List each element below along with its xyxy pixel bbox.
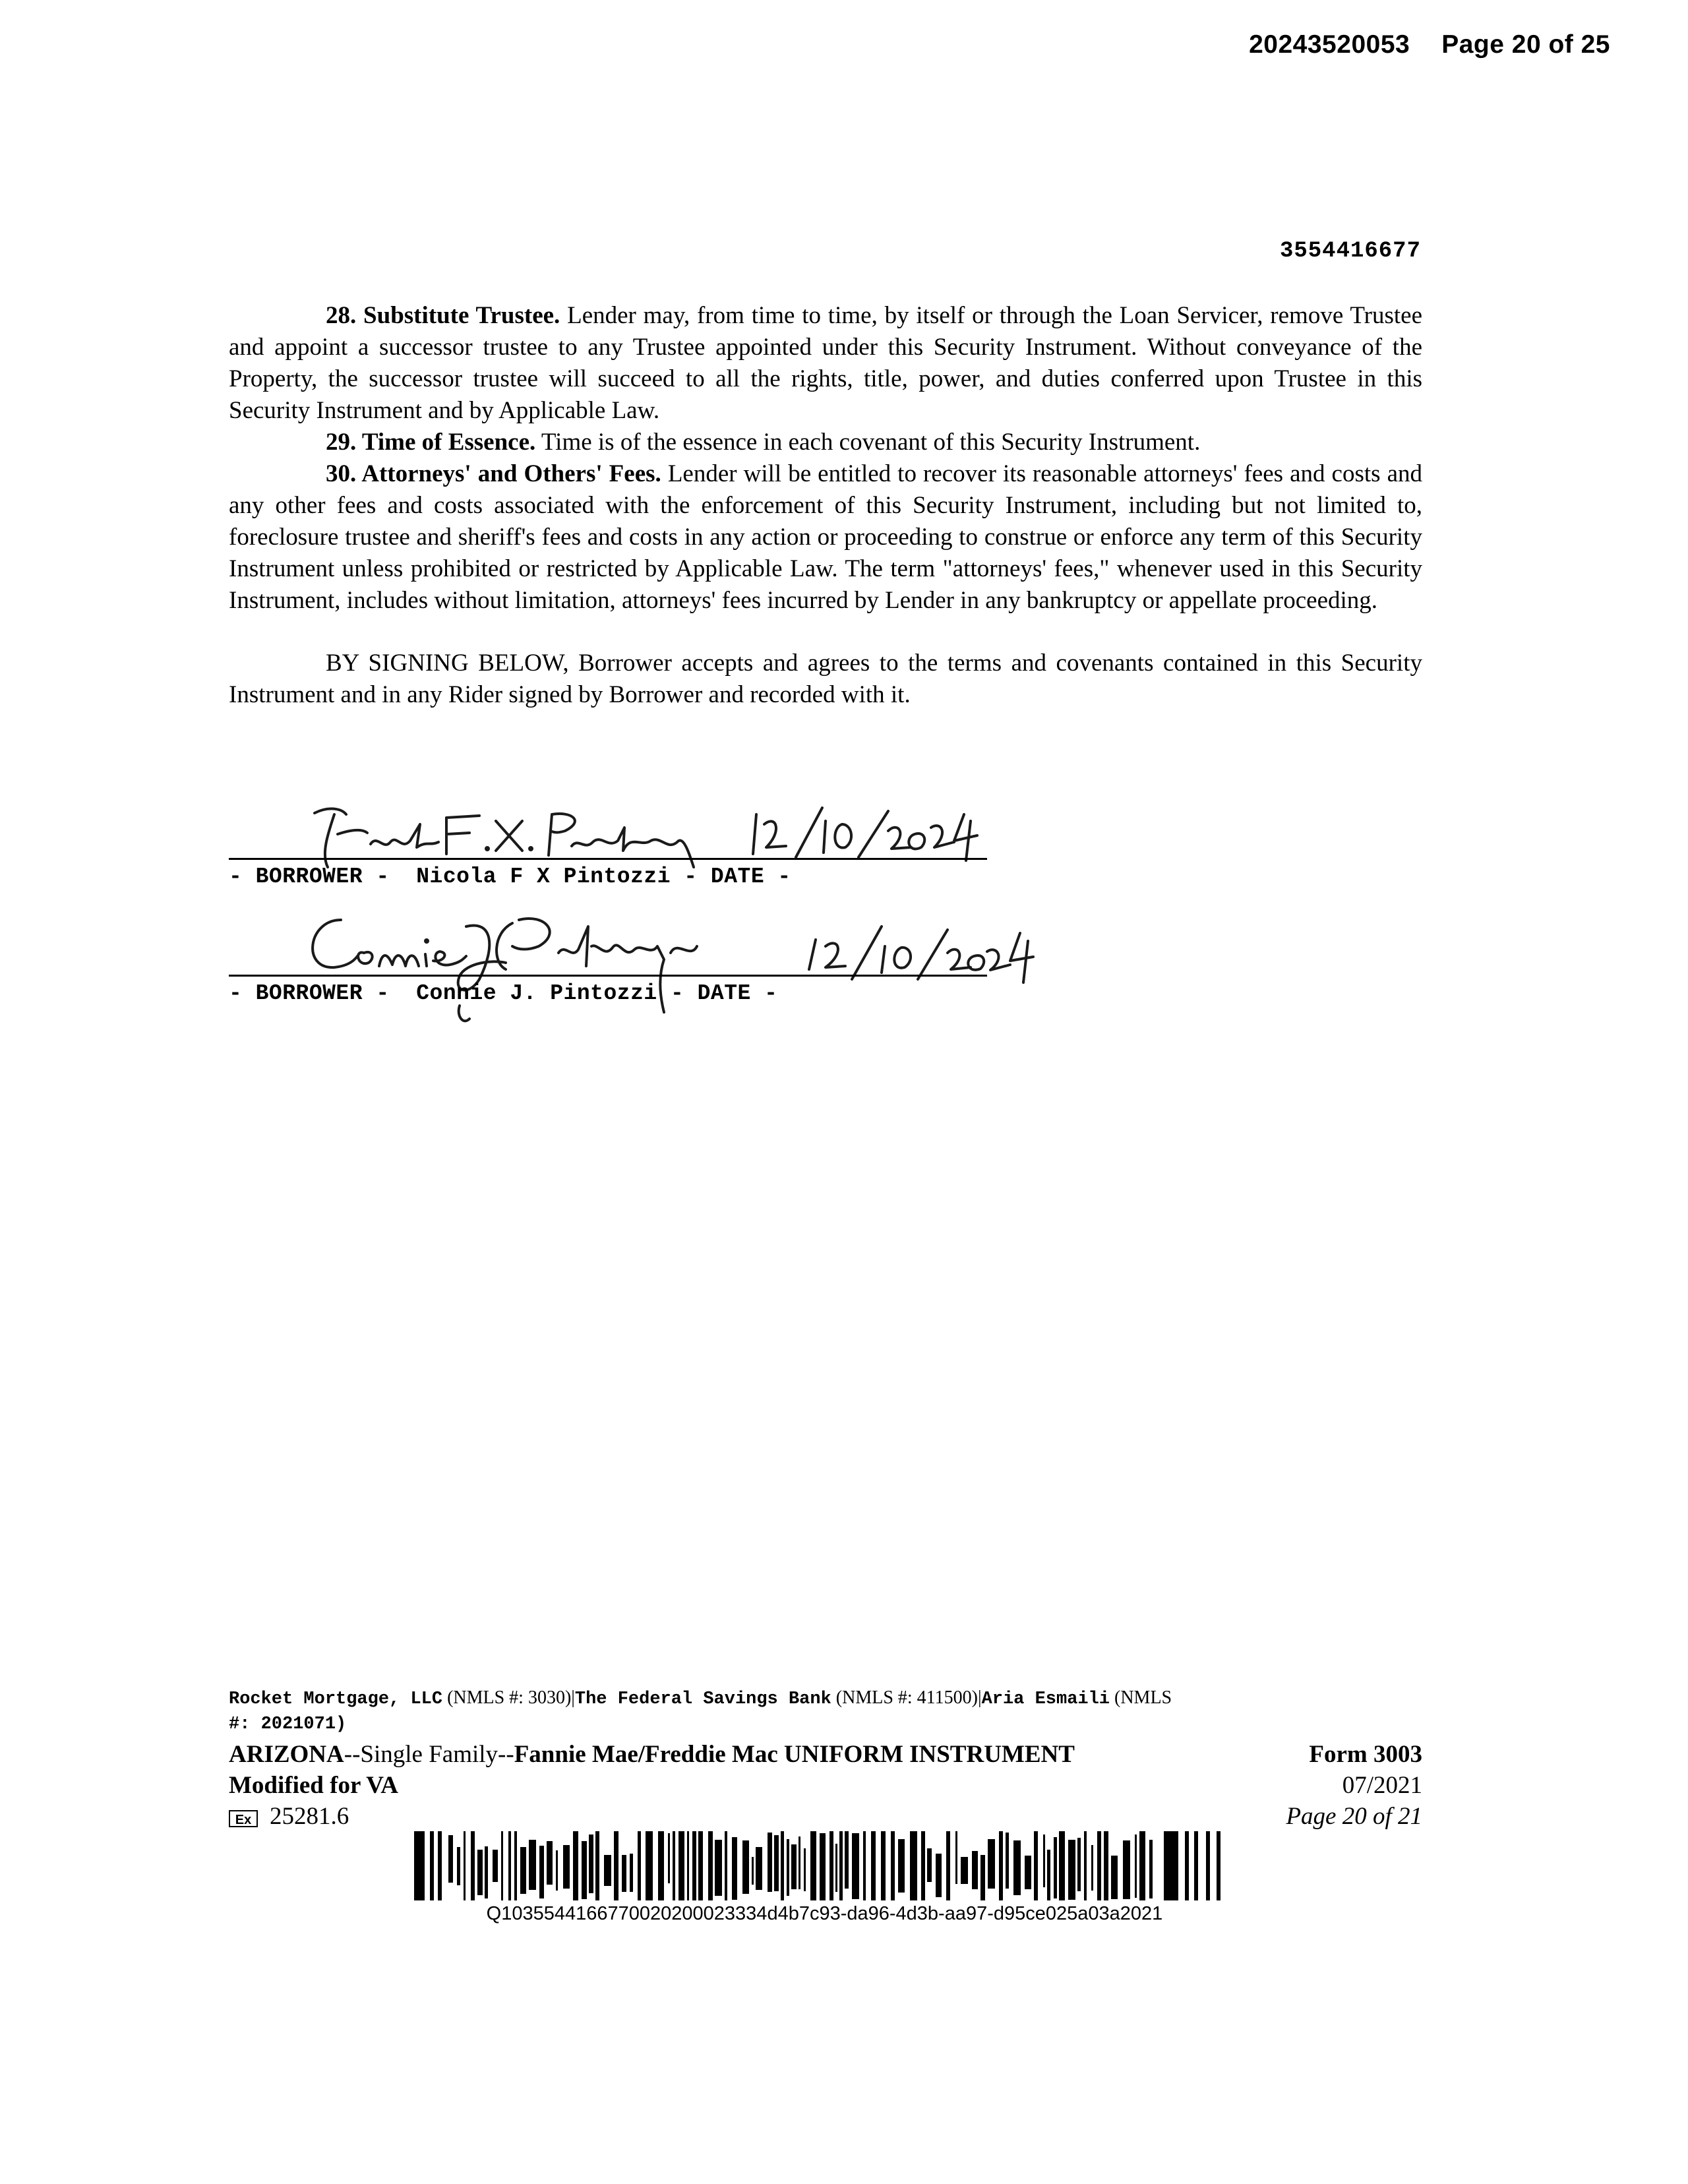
signature-caption: - BORROWER - Connie J. Pintozzi - DATE - xyxy=(229,981,778,1006)
form-modified: Modified for VA xyxy=(229,1772,398,1799)
lender-name: Rocket Mortgage, LLC xyxy=(229,1689,443,1709)
lender-info: Rocket Mortgage, LLC (NMLS #: 3030)|The Federal Savings Bank (NMLS #: 411500)|Aria Esmaili (NMLS #: 2021071) xyxy=(229,1687,1172,1734)
section-text: Lender will be entitled to recover its reasonable attorneys' fees and costs and any other fees and costs associated with the enforcement of this Security Instrument, including but not limited to, foreclosure trustee and sheriff's fees and costs in any action or proceeding to construe or enforce any term of this Security Instrument unless prohibited or restricted by Applicable Law. The term "attorneys' fees," whenever used in this Security Instrument, includes without limitation, attorneys' fees incurred by Lender in any bankruptcy or appellate proceeding. xyxy=(229,460,1422,614)
recording-page-label: Page 20 of 25 xyxy=(1441,30,1610,59)
document-footer xyxy=(229,1686,1422,1832)
signature-caption: - BORROWER - Nicola F X Pintozzi - DATE - xyxy=(229,864,791,889)
document-barcode xyxy=(414,1831,1235,1900)
form-info xyxy=(229,1739,1422,1832)
form-date: 07/2021 xyxy=(1342,1772,1422,1799)
section-30 xyxy=(229,458,1422,617)
signature-line xyxy=(229,975,987,977)
section-title: Attorneys' and Others' Fees. xyxy=(361,460,661,487)
section-text: Time is of the essence in each covenant of this Security Instrument. xyxy=(541,429,1201,456)
form-number: Form 3003 xyxy=(1309,1741,1422,1768)
section-title: Time of Essence. xyxy=(361,429,536,456)
handwritten-signature-2 xyxy=(229,907,1053,1032)
section-text: Lender may, from time to time, by itself or through the Loan Servicer, remove Trustee and appoint a successor trustee to any Trustee appointed under this Security Instrument. Without conveyance of the Property, the successor trustee will succeed to all the rights, title, power, and duties conferred upon Trustee in this Security Instrument and by Applicable Law. xyxy=(229,302,1423,424)
lender-name: Aria Esmaili xyxy=(981,1689,1110,1709)
recording-number: 20243520053 xyxy=(1249,30,1410,59)
recording-header xyxy=(1249,30,1610,59)
lender-name: The Federal Savings Bank xyxy=(574,1689,831,1709)
lender-nmls: (NMLS #: 3030) xyxy=(447,1687,572,1708)
signature-block-2 xyxy=(229,907,987,1039)
section-number: 28. xyxy=(326,302,357,329)
section-number: 29. xyxy=(326,429,357,456)
lender-nmls: (NMLS xyxy=(1114,1687,1172,1708)
form-page: Page 20 of 21 xyxy=(1286,1803,1422,1830)
loan-number: 3554416677 xyxy=(1279,239,1421,264)
ellie-mae-logo-icon: Ex xyxy=(229,1810,258,1827)
barcode-text: Q1035544166770020200023334d4b7c93-da96-4d3b-aa97-d95ce025a03a2021 xyxy=(486,1903,1163,1924)
form-meta xyxy=(1286,1739,1422,1832)
form-code: 25281.6 xyxy=(270,1803,349,1830)
form-state: ARIZONA xyxy=(229,1741,344,1768)
section-29 xyxy=(229,427,1422,458)
section-title: Substitute Trustee. xyxy=(363,302,560,329)
handwritten-signature-1 xyxy=(229,795,1020,874)
document-body xyxy=(229,300,1422,711)
signature-block-1 xyxy=(229,795,987,894)
signature-line xyxy=(229,858,987,860)
form-description xyxy=(229,1739,1422,1770)
signing-statement: BY SIGNING BELOW, Borrower accepts and agrees to the terms and covenants contained in this Security Instrument and in any Rider signed by Borrower and recorded with it. xyxy=(229,650,1422,708)
form-type: --Single Family-- xyxy=(344,1741,514,1768)
lender-nmls: #: 2021071) xyxy=(229,1714,347,1734)
section-number: 30. xyxy=(326,460,357,487)
lender-nmls: (NMLS #: 411500) xyxy=(835,1687,978,1708)
section-28 xyxy=(229,300,1422,427)
form-instrument: Fannie Mae/Freddie Mac UNIFORM INSTRUMENT xyxy=(514,1741,1075,1768)
